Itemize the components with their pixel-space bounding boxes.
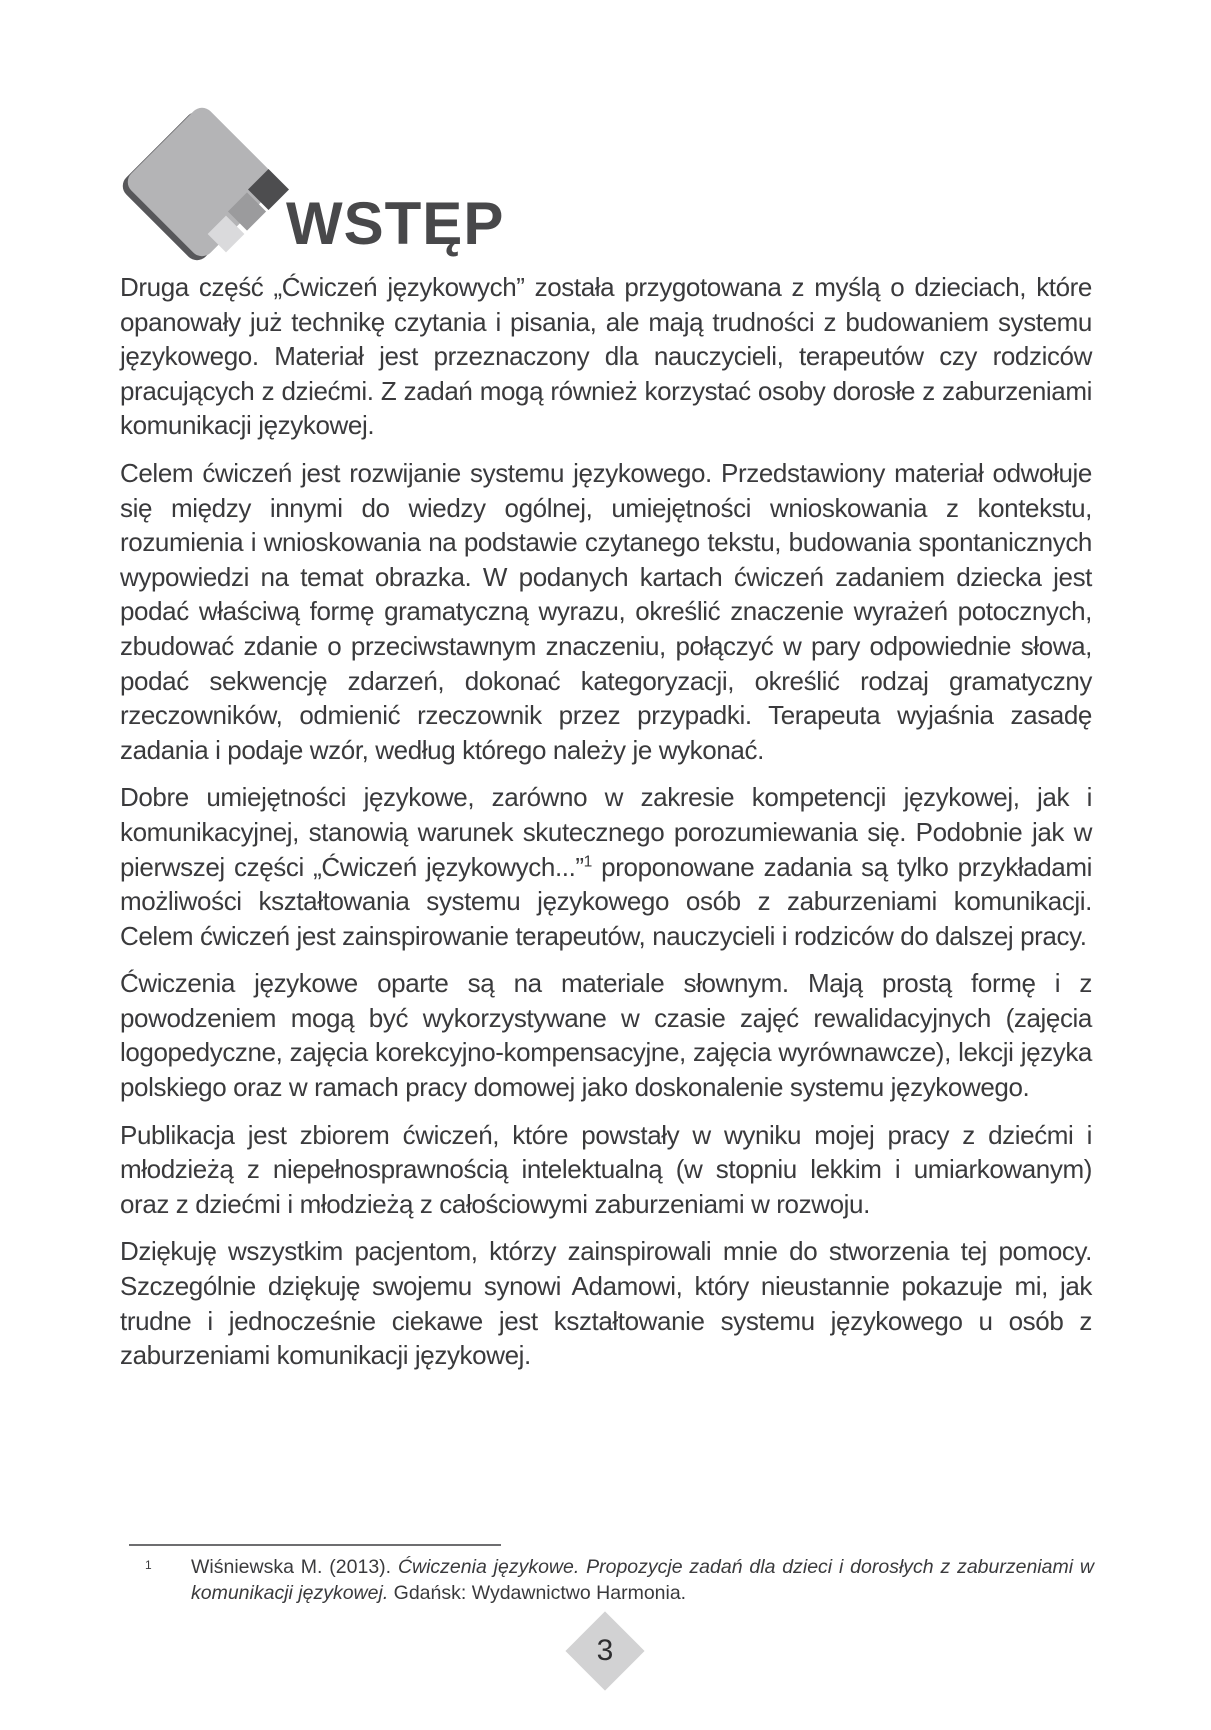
- paragraph-1: [120, 270, 1092, 443]
- page-number: 3: [596, 1634, 614, 1667]
- footnote-author: Wiśniewska M. (2013).: [191, 1556, 398, 1578]
- paragraph-2: [120, 456, 1092, 767]
- footnote-publisher: Gdańsk: Wydawnictwo Harmonia.: [388, 1582, 687, 1604]
- paragraph-text: Druga część „Ćwiczeń językowych” została przygotowana z myślą o dzieciach, które opanowały już technikę czytania i pisania, ale mają trudności z budowaniem systemu językowego. Materiał jest przeznaczony dla nauczycieli, terapeutów czy rodziców pracujących z dziećmi. Z zadań mogą również korzystać osoby dorosłe z zaburzeniami komunikacji językowej.: [120, 272, 1092, 441]
- paragraph-5: [120, 1118, 1092, 1222]
- paragraph-3: [120, 780, 1092, 953]
- paragraph-text: Celem ćwiczeń jest rozwijanie systemu językowego. Przedstawiony materiał odwołuje się między innymi do wiedzy ogólnej, umiejętności wnioskowania z kontekstu, rozumienia i wnioskowania na podstawie czytanego tekstu, budowania spontanicznych wypowiedzi na temat obrazka. W podanych kartach ćwiczeń zadaniem dziecka jest podać właściwą formę gramatyczną wyrazu, określić znaczenie wyrażeń potocznych, zbudować zdanie o przeciwstawnym znaczeniu, połączyć w pary odpowiednie słowa, podać sekwencję zdarzeń, dokonać kategoryzacji, określić rodzaj gramatyczny rzeczowników, odmienić rzeczownik przez przypadki. Terapeuta wyjaśnia zasadę zadania i podaje wzór, według którego należy je wykonać.: [120, 457, 1092, 765]
- footnote-reference: 1: [583, 852, 592, 870]
- paragraph-text: Ćwiczenia językowe oparte są na materiale słownym. Mają prostą formę i z powodzeniem mogą być wykorzystywane w czasie zajęć rewalidacyjnych (zajęcia logopedyczne, zajęcia korekcyjno-kompensacyjne, zajęcia wyrównawcze), lekcji języka polskiego oraz w ramach pracy domowej jako doskonalenie systemu językowego.: [120, 968, 1092, 1103]
- footnote-divider: [129, 1544, 501, 1546]
- paragraph-6: [120, 1234, 1092, 1372]
- footnote: [129, 1554, 1094, 1606]
- paragraph-text: Dobre umiejętności językowe, zarówno w zakresie kompetencji językowej, jak i komunikacyjnej, stanowią warunek skutecznego porozumiewania się. Podobnie jak w pierwszej części „Ćwiczeń językowych...”: [120, 782, 1092, 882]
- paragraph-4: [120, 966, 1092, 1104]
- paragraph-text: Publikacja jest zbiorem ćwiczeń, które powstały w wyniku mojej pracy z dziećmi i młodzieżą z niepełnosprawnością intelektualną (w stopniu lekkim i umiarkowanym) oraz z dziećmi i młodzieżą z całościowymi zaburzeniami w rozwoju.: [120, 1119, 1092, 1219]
- intro-text: [120, 270, 1092, 1386]
- footnote-block: [129, 1544, 1094, 1606]
- page-number-badge: [565, 1611, 644, 1690]
- diamond-logo-icon: [120, 104, 304, 268]
- paragraph-text: proponowane zadania są tylko przykładami możliwości kształtowania systemu językowego osób z zaburzeniami komunikacji. Celem ćwiczeń jest zainspirowanie terapeutów, nauczycieli i rodziców do dalszej pracy.: [120, 851, 1092, 951]
- footnote-title: Ćwiczenia językowe. Propozycje zadań dla dzieci i dorosłych z zaburzeniami w komunikacji językowej.: [191, 1556, 1094, 1604]
- footnote-marker: 1: [145, 1558, 152, 1572]
- paragraph-text: Dziękuję wszystkim pacjentom, którzy zainspirowali mnie do stworzenia tej pomocy. Szczególnie dziękuję swojemu synowi Adamowi, który nieustannie pokazuje mi, jak trudne i jednocześnie ciekawe jest kształtowanie systemu językowego u osób z zaburzeniami komunikacji językowej.: [120, 1236, 1092, 1371]
- page-title: WSTĘP: [286, 190, 505, 257]
- footnote-text: [175, 1554, 1094, 1606]
